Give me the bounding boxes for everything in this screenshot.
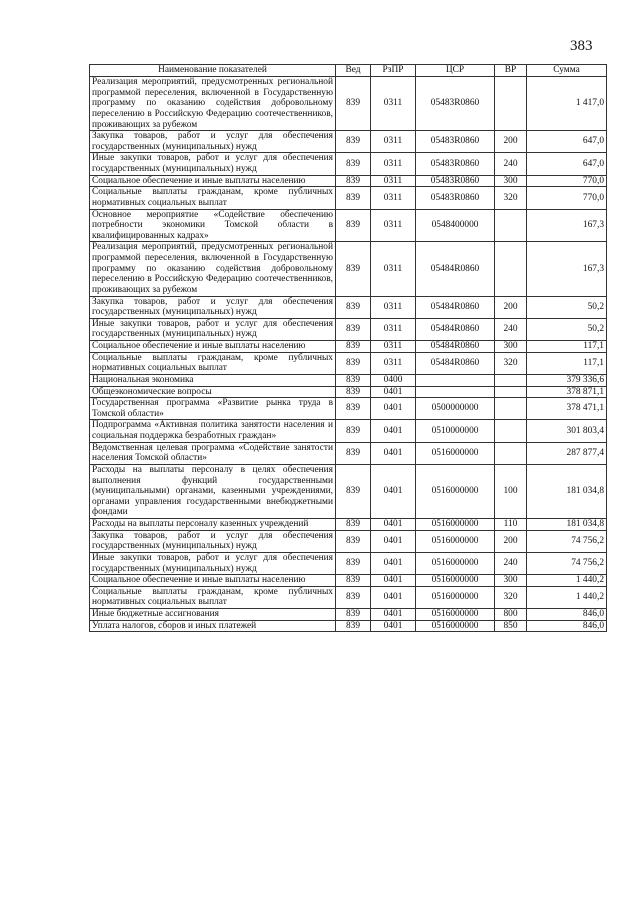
cell-ved: 839 — [336, 341, 371, 353]
cell-ved: 839 — [336, 552, 371, 574]
cell-rzpr: 0401 — [371, 552, 416, 574]
cell-ved: 839 — [336, 131, 371, 153]
cell-csr: 05484R0860 — [416, 242, 495, 296]
cell-vr: 100 — [495, 464, 527, 518]
cell-sum: 167,3 — [527, 209, 607, 242]
cell-sum: 50,2 — [527, 318, 607, 340]
cell-name: Расходы на выплаты персоналу казенных учреждений — [90, 519, 336, 531]
cell-sum: 647,0 — [527, 131, 607, 153]
cell-rzpr: 0311 — [371, 242, 416, 296]
cell-rzpr: 0311 — [371, 296, 416, 318]
cell-ved: 839 — [336, 620, 371, 632]
cell-vr: 240 — [495, 552, 527, 574]
cell-csr: 05483R0860 — [416, 77, 495, 131]
cell-name: Иные закупки товаров, работ и услуг для обеспечения государственных (муниципальных) нужд — [90, 318, 336, 340]
cell-ved: 839 — [336, 519, 371, 531]
cell-rzpr: 0311 — [371, 187, 416, 209]
cell-rzpr: 0401 — [371, 442, 416, 464]
cell-sum: 378 471,1 — [527, 398, 607, 420]
table-row — [90, 609, 607, 621]
cell-vr — [495, 374, 527, 386]
table-row — [90, 519, 607, 531]
header-rzpr: РзПР — [371, 65, 416, 77]
cell-ved: 839 — [336, 175, 371, 187]
cell-rzpr: 0311 — [371, 175, 416, 187]
cell-name: Социальное обеспечение и иные выплаты населению — [90, 175, 336, 187]
cell-name: Расходы на выплаты персоналу в целях обеспечения выполнения функций государственными (муниципальными) органами, казенными учреждениями, органами управления государственными внебюджетными фондами — [90, 464, 336, 518]
table-row — [90, 341, 607, 353]
cell-vr: 300 — [495, 575, 527, 587]
cell-csr: 0516000000 — [416, 442, 495, 464]
cell-csr: 05483R0860 — [416, 153, 495, 175]
cell-name: Ведомственная целевая программа «Содействие занятости населения Томской области» — [90, 442, 336, 464]
cell-vr: 240 — [495, 153, 527, 175]
cell-rzpr: 0401 — [371, 519, 416, 531]
table-row — [90, 552, 607, 574]
table-row — [90, 131, 607, 153]
cell-vr: 200 — [495, 530, 527, 552]
cell-ved: 839 — [336, 442, 371, 464]
cell-ved: 839 — [336, 374, 371, 386]
cell-rzpr: 0401 — [371, 420, 416, 442]
cell-name: Подпрограмма «Активная политика занятости населения и социальная поддержка безработных граждан» — [90, 420, 336, 442]
cell-csr: 0516000000 — [416, 464, 495, 518]
table-row — [90, 620, 607, 632]
cell-rzpr: 0311 — [371, 131, 416, 153]
cell-sum: 1 417,0 — [527, 77, 607, 131]
cell-name: Закупка товаров, работ и услуг для обеспечения государственных (муниципальных) нужд — [90, 131, 336, 153]
cell-sum: 117,1 — [527, 341, 607, 353]
cell-ved: 839 — [336, 318, 371, 340]
cell-sum: 647,0 — [527, 153, 607, 175]
cell-ved: 839 — [336, 153, 371, 175]
cell-name: Реализация мероприятий, предусмотренных региональной программой переселения, включенной в Государственную программу по оказанию содействия добровольному переселению в Российскую Федерацию соотечественников, проживающих за рубежом — [90, 77, 336, 131]
cell-ved: 839 — [336, 242, 371, 296]
cell-vr: 320 — [495, 352, 527, 374]
cell-sum: 1 440,2 — [527, 586, 607, 608]
table-header-row — [90, 65, 607, 77]
cell-rzpr: 0401 — [371, 398, 416, 420]
cell-vr — [495, 209, 527, 242]
header-csr: ЦСР — [416, 65, 495, 77]
cell-rzpr: 0401 — [371, 530, 416, 552]
table-row — [90, 586, 607, 608]
cell-ved: 839 — [336, 398, 371, 420]
cell-vr: 300 — [495, 341, 527, 353]
cell-csr: 0516000000 — [416, 609, 495, 621]
cell-ved: 839 — [336, 296, 371, 318]
cell-csr: 0500000000 — [416, 398, 495, 420]
cell-vr: 320 — [495, 586, 527, 608]
header-ved: Вед — [336, 65, 371, 77]
cell-ved: 839 — [336, 420, 371, 442]
table-row — [90, 575, 607, 587]
cell-sum: 50,2 — [527, 296, 607, 318]
cell-csr: 05484R0860 — [416, 296, 495, 318]
table-row — [90, 420, 607, 442]
table-row — [90, 386, 607, 398]
cell-vr: 240 — [495, 318, 527, 340]
cell-rzpr: 0311 — [371, 153, 416, 175]
cell-name: Закупка товаров, работ и услуг для обеспечения государственных (муниципальных) нужд — [90, 296, 336, 318]
cell-csr — [416, 386, 495, 398]
cell-vr: 300 — [495, 175, 527, 187]
cell-csr: 05483R0860 — [416, 175, 495, 187]
cell-vr: 200 — [495, 296, 527, 318]
cell-sum: 74 756,2 — [527, 530, 607, 552]
cell-ved: 839 — [336, 386, 371, 398]
cell-csr: 0516000000 — [416, 519, 495, 531]
cell-ved: 839 — [336, 609, 371, 621]
cell-sum: 167,3 — [527, 242, 607, 296]
cell-vr — [495, 386, 527, 398]
cell-csr: 0548400000 — [416, 209, 495, 242]
cell-ved: 839 — [336, 209, 371, 242]
table-row — [90, 318, 607, 340]
table-row — [90, 77, 607, 131]
table-row — [90, 530, 607, 552]
cell-csr: 05484R0860 — [416, 352, 495, 374]
table-row — [90, 464, 607, 518]
cell-sum: 770,0 — [527, 175, 607, 187]
cell-rzpr: 0311 — [371, 352, 416, 374]
cell-name: Социальное обеспечение и иные выплаты населению — [90, 575, 336, 587]
cell-csr: 0516000000 — [416, 620, 495, 632]
cell-name: Социальные выплаты гражданам, кроме публичных нормативных социальных выплат — [90, 352, 336, 374]
table-body — [90, 77, 607, 632]
cell-vr — [495, 77, 527, 131]
cell-sum: 1 440,2 — [527, 575, 607, 587]
cell-sum: 770,0 — [527, 187, 607, 209]
cell-sum: 117,1 — [527, 352, 607, 374]
cell-csr: 05484R0860 — [416, 318, 495, 340]
cell-name: Социальные выплаты гражданам, кроме публичных нормативных социальных выплат — [90, 586, 336, 608]
cell-vr: 200 — [495, 131, 527, 153]
cell-rzpr: 0311 — [371, 209, 416, 242]
cell-name: Социальные выплаты гражданам, кроме публичных нормативных социальных выплат — [90, 187, 336, 209]
cell-name: Государственная программа «Развитие рынка труда в Томской области» — [90, 398, 336, 420]
table-row — [90, 374, 607, 386]
cell-rzpr: 0401 — [371, 609, 416, 621]
cell-csr: 0510000000 — [416, 420, 495, 442]
cell-sum: 378 871,1 — [527, 386, 607, 398]
cell-rzpr: 0400 — [371, 374, 416, 386]
table-row — [90, 209, 607, 242]
cell-vr — [495, 398, 527, 420]
cell-vr — [495, 242, 527, 296]
header-vr: ВР — [495, 65, 527, 77]
cell-rzpr: 0401 — [371, 464, 416, 518]
cell-ved: 839 — [336, 575, 371, 587]
cell-ved: 839 — [336, 464, 371, 518]
cell-ved: 839 — [336, 352, 371, 374]
table-row — [90, 398, 607, 420]
cell-vr — [495, 420, 527, 442]
header-name: Наименование показателей — [90, 65, 336, 77]
cell-vr: 800 — [495, 609, 527, 621]
cell-rzpr: 0401 — [371, 620, 416, 632]
cell-rzpr: 0401 — [371, 575, 416, 587]
cell-name: Общеэкономические вопросы — [90, 386, 336, 398]
cell-csr: 05484R0860 — [416, 341, 495, 353]
cell-csr: 0516000000 — [416, 575, 495, 587]
cell-name: Иные закупки товаров, работ и услуг для обеспечения государственных (муниципальных) нужд — [90, 153, 336, 175]
table-row — [90, 242, 607, 296]
cell-name: Основное мероприятие «Содействие обеспечению потребности экономики Томской области в квалифицированных кадрах» — [90, 209, 336, 242]
cell-rzpr: 0401 — [371, 586, 416, 608]
cell-vr: 110 — [495, 519, 527, 531]
cell-sum: 846,0 — [527, 620, 607, 632]
cell-ved: 839 — [336, 187, 371, 209]
header-sum: Сумма — [527, 65, 607, 77]
table-row — [90, 175, 607, 187]
cell-sum: 846,0 — [527, 609, 607, 621]
cell-csr: 0516000000 — [416, 552, 495, 574]
cell-name: Социальное обеспечение и иные выплаты населению — [90, 341, 336, 353]
cell-ved: 839 — [336, 77, 371, 131]
cell-sum: 287 877,4 — [527, 442, 607, 464]
cell-csr: 05483R0860 — [416, 131, 495, 153]
table-row — [90, 187, 607, 209]
cell-name: Национальная экономика — [90, 374, 336, 386]
table-row — [90, 153, 607, 175]
cell-name: Иные закупки товаров, работ и услуг для обеспечения государственных (муниципальных) нужд — [90, 552, 336, 574]
cell-ved: 839 — [336, 586, 371, 608]
table-row — [90, 296, 607, 318]
table-row — [90, 352, 607, 374]
cell-vr — [495, 442, 527, 464]
table-row — [90, 442, 607, 464]
cell-sum: 181 034,8 — [527, 464, 607, 518]
cell-sum: 301 803,4 — [527, 420, 607, 442]
cell-name: Закупка товаров, работ и услуг для обеспечения государственных (муниципальных) нужд — [90, 530, 336, 552]
cell-ved: 839 — [336, 530, 371, 552]
cell-vr: 850 — [495, 620, 527, 632]
cell-csr: 0516000000 — [416, 530, 495, 552]
cell-sum: 181 034,8 — [527, 519, 607, 531]
cell-vr: 320 — [495, 187, 527, 209]
cell-rzpr: 0311 — [371, 341, 416, 353]
cell-csr: 0516000000 — [416, 586, 495, 608]
cell-sum: 74 756,2 — [527, 552, 607, 574]
cell-name: Уплата налогов, сборов и иных платежей — [90, 620, 336, 632]
cell-rzpr: 0401 — [371, 386, 416, 398]
cell-name: Иные бюджетные ассигнования — [90, 609, 336, 621]
cell-sum: 379 336,6 — [527, 374, 607, 386]
cell-rzpr: 0311 — [371, 77, 416, 131]
budget-table — [89, 64, 607, 632]
cell-csr: 05483R0860 — [416, 187, 495, 209]
cell-csr — [416, 374, 495, 386]
page-number: 383 — [570, 38, 593, 54]
cell-rzpr: 0311 — [371, 318, 416, 340]
cell-name: Реализация мероприятий, предусмотренных региональной программой переселения, включенной в Государственную программу по оказанию содействия добровольному переселению в Российскую Федерацию соотечественников, проживающих за рубежом — [90, 242, 336, 296]
